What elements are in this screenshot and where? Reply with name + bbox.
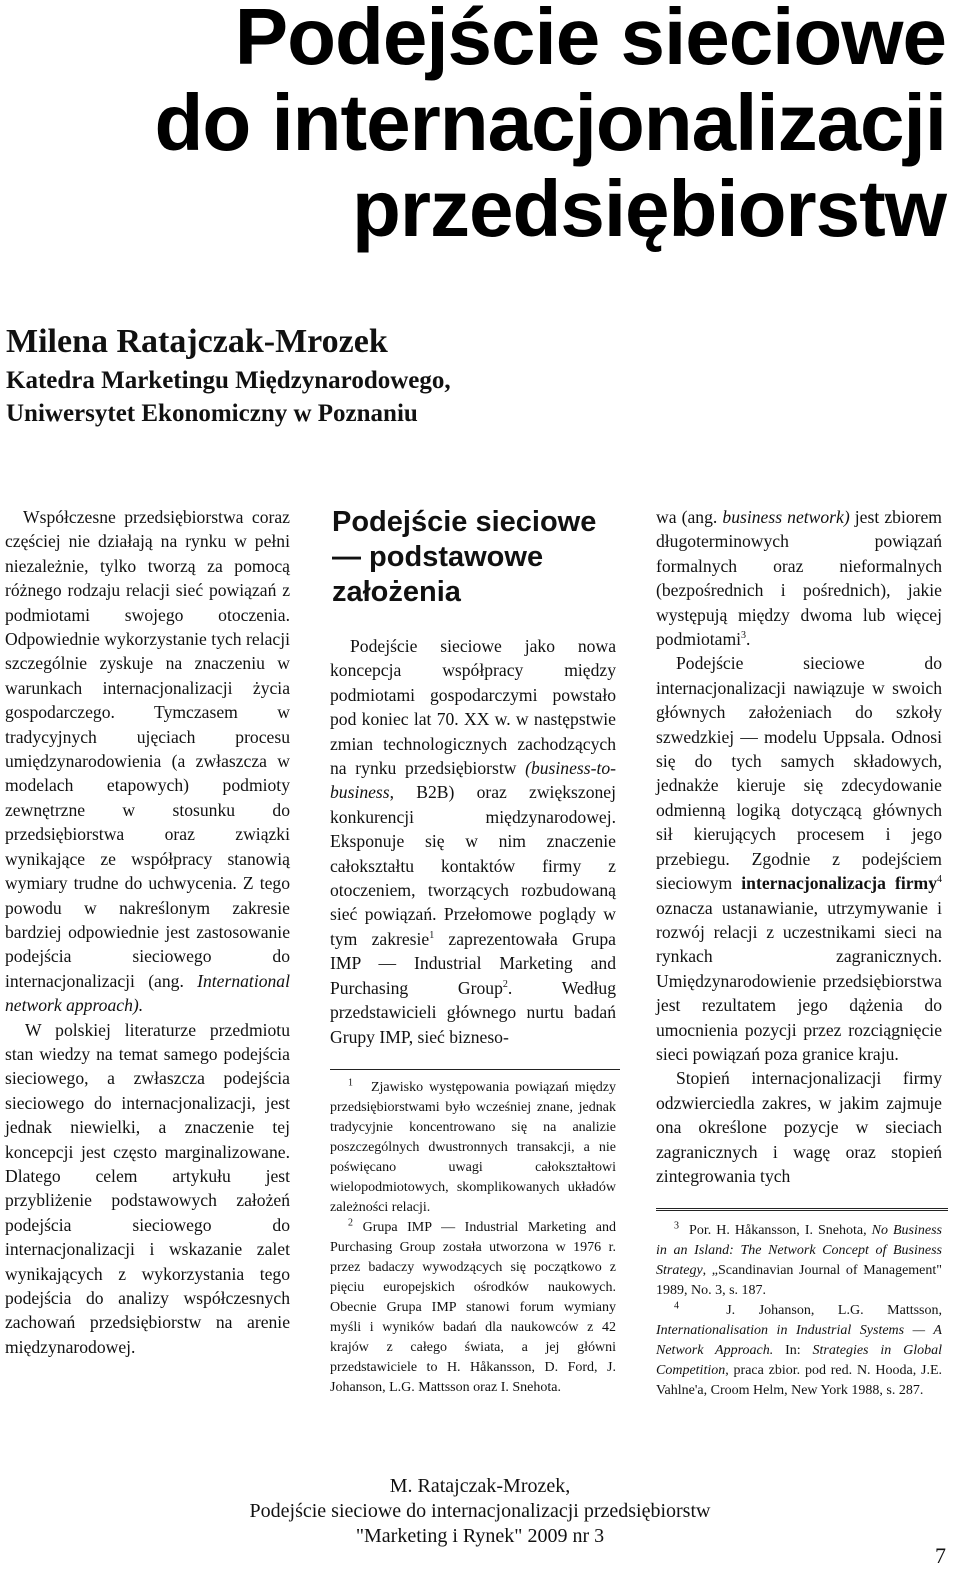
footnotes-col-3: [656, 1221, 942, 1401]
column-3: [656, 505, 942, 1401]
title-line-2: do internacjonalizacji: [154, 78, 946, 167]
page-footer: [0, 1474, 960, 1549]
footer-title: Podejście sieciowe do internacjonalizacji przedsiębiorstw: [249, 1500, 711, 1522]
column-1: [5, 505, 290, 1359]
footnote-3-italic: No Business in an Island: The Network Concept of Business Strategy: [656, 1223, 942, 1279]
body-paragraph: [656, 505, 942, 651]
footnote-3: [656, 1221, 942, 1301]
footnote-4-italic: Internationalisation in Industrial Systems — A Network Approach.: [656, 1323, 942, 1359]
body-italic: business network): [722, 507, 850, 527]
article-title: [46, 0, 946, 252]
body-text: jest zbiorem długoterminowych powiązań formalnych oraz nieformalnych (bezpośrednich i pośrednich), jakie występują między dwoma lub więcej podmiotami: [656, 507, 942, 650]
footnote-1-number: 1: [348, 1077, 353, 1089]
footnote-4-text: In:: [773, 1343, 813, 1359]
page-number: 7: [935, 1543, 946, 1568]
body-paragraph: [330, 634, 616, 1049]
body-text: .: [746, 629, 751, 650]
footnote-3-text: , „Scandinavian Journal of Management" 1989, No. 3, s. 187.: [656, 1263, 942, 1299]
footnote-ref-3[interactable]: 3: [741, 630, 747, 642]
footnote-ref-2[interactable]: 2: [502, 978, 508, 990]
footnote-2-number: 2: [348, 1217, 353, 1229]
author-affiliation-1: Katedra Marketingu Międzynarodowego,: [6, 367, 451, 394]
column-2: [330, 505, 616, 1398]
footnote-3-number: 3: [674, 1220, 679, 1232]
abstract-text: Współczesne przedsiębiorstwa coraz częściej nie działają na rynku w pełni niezależnie, tylko tworzą za pomocą różnego rodzaju relacji sieć powiązań z podmiotami swojego otoczenia. Odpowiednie wykorzystanie tych relacji szczególnie zyskuje na znaczeniu w warunkach internacjonalizacji życia gospodarczego. Tymczasem w tradycyjnych ujęciach procesu umiędzynarodowienia (a zwłaszcza w modelach etapowych) podmioty zewnętrzne w stosunku do przedsiębiorstwa oraz związki wynikające ze współpracy stanowią wymiary trudne do uchwycenia. Z tego powodu w nakreślonym zakresie bardziej odpowiednie jest zastosowanie podejścia sieciowego do internacjonalizacji (ang.: [5, 507, 290, 991]
title-line-3: przedsiębiorstw: [351, 164, 946, 253]
title-line-1: Podejście sieciowe: [234, 0, 946, 81]
section-heading: Podejście sieciowe — podstawowe założenia: [332, 506, 597, 608]
footnote-1: [330, 1078, 616, 1218]
body-text: wa (ang.: [656, 507, 723, 527]
footnote-4: [656, 1301, 942, 1401]
footnotes-col-2: [330, 1078, 616, 1398]
footnote-1-text: Zjawisko występowania powiązań między przedsiębiorstwami było wcześniej znane, jednak tradycyjnie koncentrowano się na analizie poszczególnych dwustronnych transakcji, a nie poświęcano uwagi całokształtowi wielopodmiotowych, skomplikowanych układów zależności relacji.: [330, 1079, 617, 1215]
body-paragraph: [656, 651, 942, 1066]
body-text: Podejście sieciowe do internacjonalizacji nawiązuje w swoich głównych założeniach do szkoły szwedzkiej — modelu Uppsala. Odnosi się do tych samych składowych, jednakże kieruje się zdecydowanie odmienną logiką dotyczącą głównych sił kierujących procesem i jego przebiegu. Zgodnie z podejściem sieciowym: [656, 653, 942, 894]
footnote-4-number: 4: [674, 1300, 679, 1312]
abstract-paragraph: [5, 505, 290, 1018]
footnote-divider: [330, 1069, 620, 1070]
body-paragraph: Stopień internacjonalizacji firmy odzwierciedla zakres, w jakim zajmuje ona określone pozycje w sieciach zagranicznych i wagę oraz stopień zintegrowania tych: [656, 1068, 942, 1186]
intro-paragraph: W polskiej literaturze przedmiotu stan wiedzy na temat samego podejścia sieciowego, a zwłaszcza podejścia sieciowego do internacjonalizacji, jest jednak niewielki, a znaczenie tej koncepcji jest często marginalizowane. Dlatego celem artykułu jest przybliżenie podstawowych założeń podejścia sieciowego do internacjonalizacji i wskazanie zalet wynikających z wykorzystania tego podejścia do analizy współczesnych zachowań przedsiębiorstw na arenie międzynarodowej.: [5, 1019, 290, 1357]
body-text: zaprezentowała Grupa IMP — Industrial Marketing and Purchasing Group: [330, 928, 616, 998]
footnote-4-italic: Strategies in Global Competition: [656, 1343, 942, 1379]
footnote-2-text: Grupa IMP — Industrial Marketing and Purchasing Group została utworzona w 1976 r. przez badaczy wywodzących się początkowo z pięciu europejskich ośrodków naukowych. Obecnie Grupa IMP stanowi forum wymiany myśli i wyników badań dla naukowców z 42 krajów z całego świata, a jej główni przedstawiciele to H. Håkansson, D. Ford, J. Johanson, L.G. Mattsson oraz I. Snehota.: [330, 1219, 616, 1395]
body-italic: (business-to-business: [330, 758, 616, 803]
body-text: , B2B) oraz zwiększonej konkurencji międzynarodowej. Eksponuje się w nim znaczenie całokształtu kontaktów firmy z otoczeniem, tworzących rozbudowaną sieć powiązań. Przełomowe poglądy w tym zakresie: [330, 782, 616, 949]
footnote-3-text: Por. H. Håkansson, I. Snehota,: [689, 1223, 872, 1239]
footnote-divider: [656, 1208, 948, 1211]
body-bold: internacjonalizacja firmy: [741, 873, 937, 894]
abstract-italic: International network approach).: [5, 970, 290, 1016]
body-text: . Według przedstawicieli głównego nurtu badań Grupy IMP, sieć bizneso-: [330, 977, 616, 1047]
footnote-2: [330, 1218, 616, 1398]
footnote-4-text: J. Johanson, L.G. Mattsson,: [726, 1303, 943, 1319]
author-affiliation-2: Uniwersytet Ekonomiczny w Poznaniu: [6, 400, 418, 427]
author-block: [6, 320, 451, 430]
footer-author: M. Ratajczak-Mrozek,: [389, 1475, 571, 1497]
footnote-4-text: , praca zbior. pod red. N. Hooda, J.E. Vahlne'a, Croom Helm, New York 1988, s. 287.: [656, 1363, 942, 1399]
body-text: oznacza ustanawianie, utrzymywanie i rozwój relacji z uczestnikami sieci na rynkach zagranicznych. Umiędzynarodowienie przedsiębiorstwa jest rezultatem jego dążenia do umocnienia pozycji przez rozciągnięcie sieci powiązań poza granice kraju.: [656, 897, 942, 1064]
footnote-ref-4[interactable]: 4: [937, 874, 942, 886]
author-name: Milena Ratajczak-Mrozek: [6, 323, 388, 360]
footer-journal: "Marketing i Rynek" 2009 nr 3: [355, 1525, 605, 1547]
body-text: Podejście sieciowe jako nowa koncepcja współpracy między podmiotami gospodarczymi powstało pod koniec lat 70. XX w. w następstwie zmian technologicznych zachodzących na rynku przedsiębiorstw: [330, 636, 616, 779]
footnote-ref-1[interactable]: 1: [429, 930, 435, 942]
